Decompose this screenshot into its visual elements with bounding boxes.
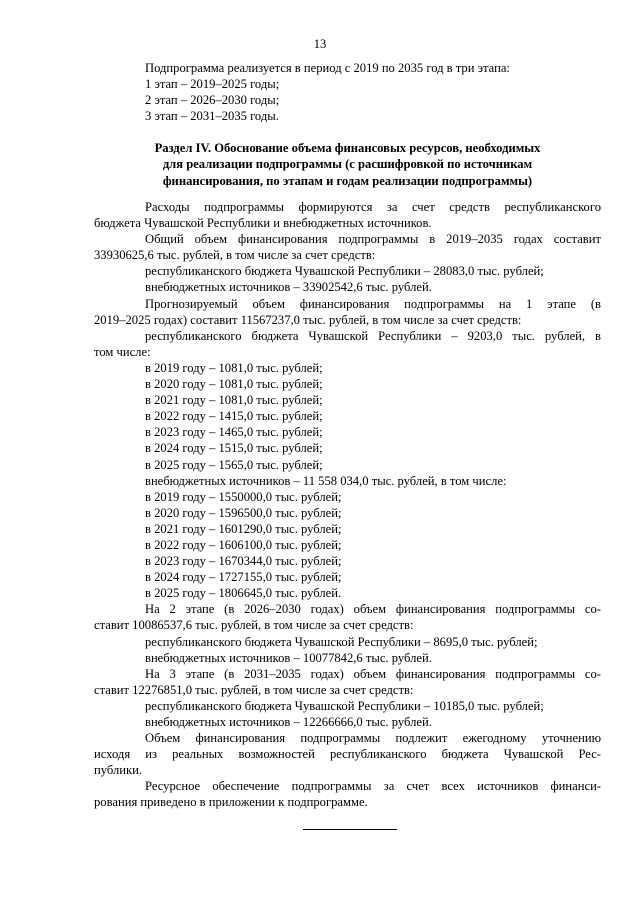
text-line: в 2023 году – 1670344,0 тыс. рублей; <box>145 554 342 569</box>
closing-rule <box>303 829 397 830</box>
text-line: в 2024 году – 1727155,0 тыс. рублей; <box>145 570 342 585</box>
text-line: ставит 12276851,0 тыс. рублей, в том числе за счет средств: <box>94 682 414 697</box>
page-number: 13 <box>313 37 327 51</box>
text-line: в 2020 году – 1596500,0 тыс. рублей; <box>145 505 342 520</box>
text-line: 3 этап – 2031–2035 годы. <box>145 109 279 124</box>
text-line: в 2020 году – 1081,0 тыс. рублей; <box>145 377 323 392</box>
text-line: Прогнозируемый объем финансирования подпрограммы на 1 этапе (в <box>145 296 601 311</box>
text-line: республиканского бюджета Чувашской Республики – 9203,0 тыс. рублей, в <box>145 328 601 343</box>
text-line: На 3 этапе (в 2031–2035 годах) объем финансирования подпрограммы со- <box>145 666 601 681</box>
text-line: исходя из реальных возможностей республиканского бюджета Чувашской Рес- <box>94 747 601 762</box>
text-line: рования приведено в приложении к подпрограмме. <box>94 795 368 810</box>
text-line: 1 этап – 2019–2025 годы; <box>145 77 280 92</box>
text-line: Подпрограмма реализуется в период с 2019 по 2035 год в три этапа: <box>145 61 510 75</box>
text-line: республиканского бюджета Чувашской Республики – 28083,0 тыс. рублей; <box>145 264 544 279</box>
text-line: Ресурсное обеспечение подпрограммы за счет всех источников финанси- <box>145 779 601 794</box>
stages-paragraph <box>94 60 601 124</box>
text-line: в 2019 году – 1081,0 тыс. рублей; <box>145 360 323 375</box>
text-line: том числе: <box>94 344 151 359</box>
text-line: в 2024 году – 1515,0 тыс. рублей; <box>145 441 323 456</box>
body-text <box>94 199 601 811</box>
section-heading <box>94 140 601 189</box>
text-line: На 2 этапе (в 2026–2030 годах) объем финансирования подпрограммы со- <box>145 602 601 617</box>
text-line: в 2023 году – 1465,0 тыс. рублей; <box>145 425 323 440</box>
text-line: в 2025 году – 1806645,0 тыс. рублей. <box>145 586 342 601</box>
heading-line: для реализации подпрограммы (с расшифровкой по источникам <box>162 157 533 172</box>
text-line: в 2019 году – 1550000,0 тыс. рублей; <box>145 489 342 504</box>
text-line: внебюджетных источников – 11 558 034,0 тыс. рублей, в том числе: <box>145 473 507 488</box>
heading-line: Раздел IV. Обоснование объема финансовых ресурсов, необходимых <box>154 141 541 155</box>
text-line: 2 этап – 2026–2030 годы; <box>145 93 280 108</box>
text-line: Объем финансирования подпрограммы подлежит ежегодному уточнению <box>145 731 601 746</box>
text-line: публики. <box>94 763 142 778</box>
text-line: в 2022 году – 1415,0 тыс. рублей; <box>145 409 323 424</box>
text-line: внебюджетных источников – 33902542,6 тыс. рублей. <box>145 280 432 295</box>
text-line: республиканского бюджета Чувашской Республики – 10185,0 тыс. рублей; <box>145 698 544 713</box>
text-line: бюджета Чувашской Республики и внебюджетных источников. <box>94 216 432 231</box>
heading-line: финансирования, по этапам и годам реализации подпрограммы) <box>162 173 533 188</box>
text-line: в 2021 году – 1601290,0 тыс. рублей; <box>145 521 342 536</box>
text-line: в 2025 году – 1565,0 тыс. рублей; <box>145 457 323 472</box>
text-line: 33930625,6 тыс. рублей, в том числе за счет средств: <box>94 248 376 263</box>
text-line: внебюджетных источников – 12266666,0 тыс. рублей. <box>145 715 432 729</box>
text-line: 2019–2025 годах) составит 11567237,0 тыс. рублей, в том числе за счет средств: <box>94 312 522 327</box>
text-line: Общий объем финансирования подпрограммы в 2019–2035 годах составит <box>145 232 601 247</box>
text-line: республиканского бюджета Чувашской Республики – 8695,0 тыс. рублей; <box>145 634 538 649</box>
text-line: внебюджетных источников – 10077842,6 тыс. рублей. <box>145 650 432 665</box>
text-line: в 2022 году – 1606100,0 тыс. рублей; <box>145 537 342 552</box>
text-line: ставит 10086537,6 тыс. рублей, в том числе за счет средств: <box>94 618 414 633</box>
text-line: в 2021 году – 1081,0 тыс. рублей; <box>145 393 323 408</box>
text-line: Расходы подпрограммы формируются за счет средств республиканского <box>145 200 601 214</box>
